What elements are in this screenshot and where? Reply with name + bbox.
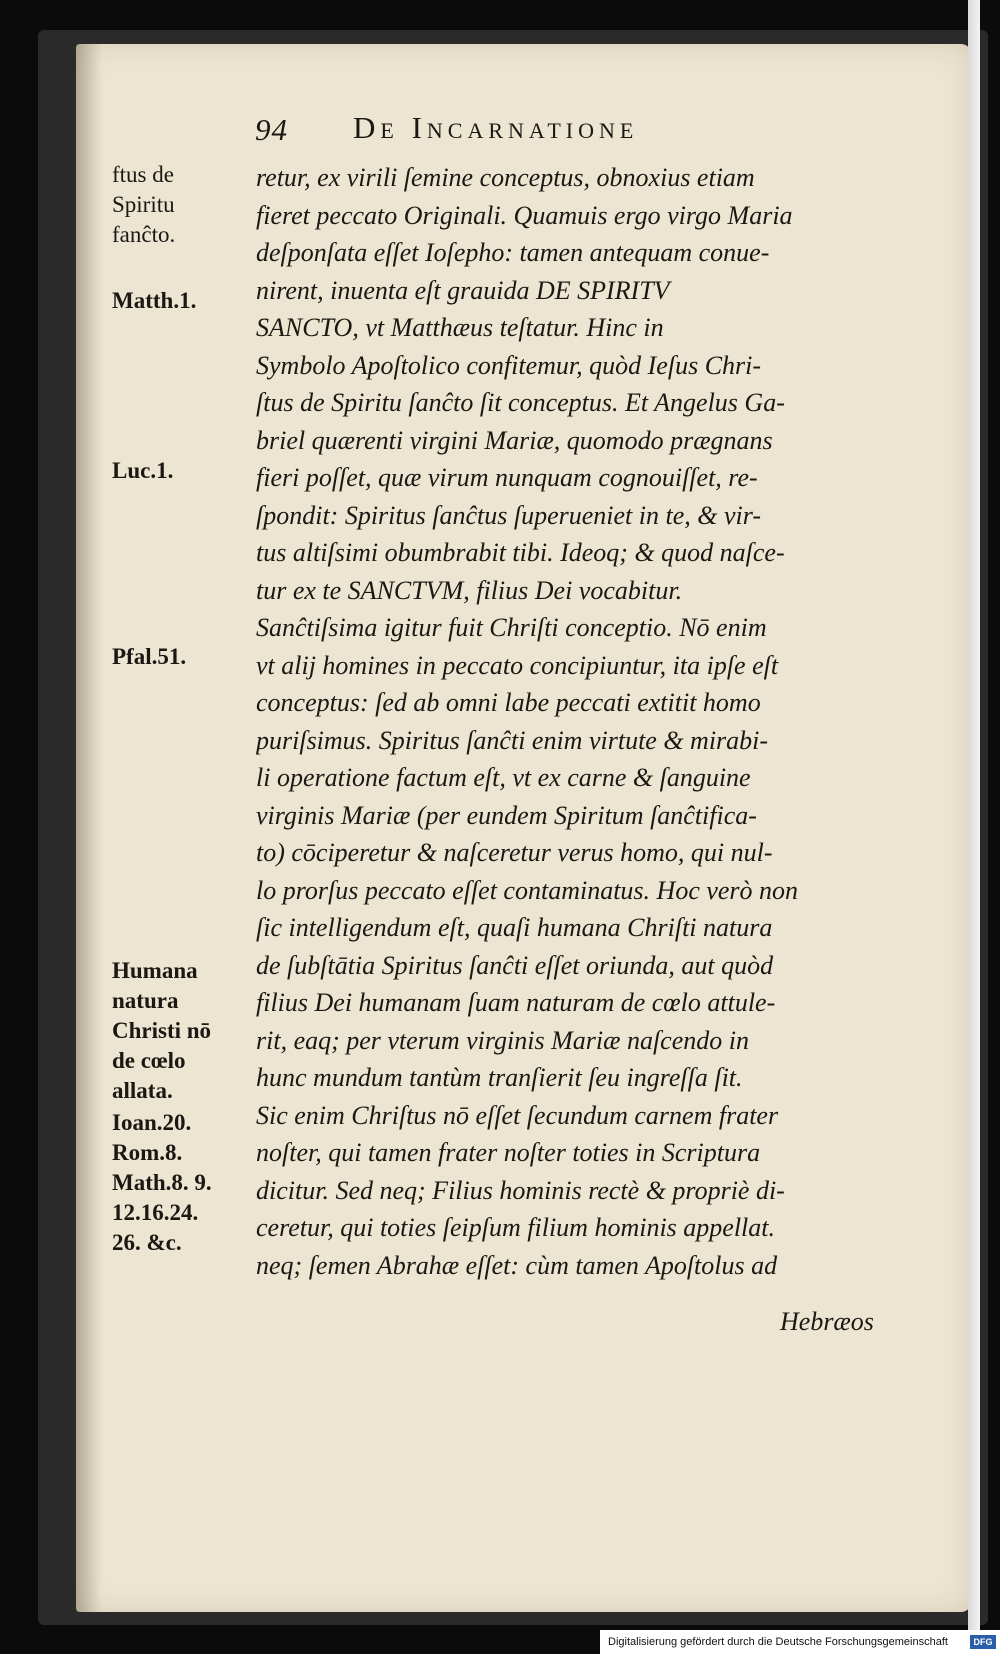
margin-note [112,956,211,1106]
page-number: 94 [255,112,288,147]
text-line: lo prorſus peccato eſſet contaminatus. Hoc verò non [256,875,799,905]
text-line: ſtus de Spiritu ſanĉto ſit conceptus. Et Angelus Ga- [256,388,785,417]
text-line: Symbolo Apoſtolico confitemur, quòd Ieſus Chri- [256,350,762,380]
dfg-logo: DFG [970,1635,996,1649]
text-line: fieret peccato Originali. Quamuis ergo virgo Maria [256,200,793,230]
text-line: hunc mundum tantùm tranſierit ſeu ingreſſa ſit. [256,1063,743,1092]
margin-note-line: 26. &c. [112,1230,182,1255]
text-line: tus altiſsimi obumbrabit tibi. Ideoq; & quod naſce- [256,538,785,567]
margin-note-line: 12.16.24. [112,1200,199,1225]
margin-note [112,286,196,316]
text-line: nirent, inuenta eſt grauida DE SPIRITV [256,275,670,305]
text-line: to) cōciperetur & naſceretur verus homo, qui nul- [256,838,773,867]
margin-note [112,456,173,486]
text-line: noſter, qui tamen frater noſter toties in Scriptura [256,1138,761,1167]
page-header [255,108,815,152]
text-line: tur ex te SANCTVM, filius Dei vocabitur. [256,575,683,605]
text-line: rit, eaq; per vterum virginis Mariæ naſcendo in [256,1025,749,1055]
running-title: De Incarnatione [353,110,639,145]
text-line: Sanĉtiſsima igitur fuit Chriſti conceptio. Nō enim [256,613,767,642]
margin-note-line: allata. [112,1078,173,1103]
footer-credit-bar [600,1630,1000,1654]
text-line: neq; ſemen Abrahæ eſſet: cùm tamen Apoſtolus ad [256,1250,778,1280]
margin-note-line: Luc.1. [112,458,174,483]
margin-note-line: Rom.8. [112,1140,183,1165]
margin-note-line: Math.8. 9. [112,1170,212,1195]
catchword: Hebræos [780,1307,874,1336]
text-line: ſpondit: Spiritus ſanĉtus ſuperueniet in te, & vir- [256,500,761,530]
margin-note-line: fanĉto. [112,222,176,247]
text-line: deſponſata eſſet Ioſepho: tamen antequam conue- [256,238,770,267]
text-line: dicitur. Sed neq; Filius hominis rectè & propriè di- [256,1175,785,1205]
margin-note-line: de cœlo [112,1048,186,1073]
text-line: Sic enim Chriſtus nō eſſet ſecundum carnem frater [256,1100,779,1130]
text-line: li operatione factum eſt, vt ex carne & ſanguine [256,763,751,792]
text-line: briel quærenti virgini Mariæ, quomodo prægnans [256,425,773,455]
page-edge [968,0,980,1654]
margin-note [112,160,175,250]
funding-credit: Digitalisierung gefördert durch die Deutsche Forschungsgemeinschaft [608,1636,948,1648]
text-line: SANCTO, vt Matthæus teſtatur. Hinc in [256,313,664,342]
text-line: de ſubſtātia Spiritus ſanĉti eſſet oriunda, aut quòd [256,950,774,980]
margin-note-line: Pfal.51. [112,644,187,669]
gutter-shadow [76,44,102,1612]
text-line: ſic intelligendum eſt, quaſi humana Chriſti natura [256,913,773,942]
text-line: puriſsimus. Spiritus ſanĉti enim virtute & mirabi- [256,725,769,755]
margin-note-line: Humana [112,958,198,983]
margin-note-line: ftus de [112,162,174,187]
margin-note-line: Matth.1. [112,288,197,313]
margin-note [112,642,186,672]
text-line: fieri poſſet, quæ virum nunquam cognouiſſet, re- [256,463,758,492]
text-line: retur, ex virili ſemine conceptus, obnoxius etiam [256,163,755,192]
text-line: conceptus: ſed ab omni labe peccati extitit homo [256,688,761,717]
text-line: vt alij homines in peccato concipiuntur, ita ipſe eſt [256,650,779,680]
margin-note-line: Ioan.20. [112,1110,192,1135]
margin-note-line: Spiritu [112,192,175,217]
text-line: virginis Mariæ (per eundem Spiritum ſanĉtifica- [256,800,757,830]
text-line: ceretur, qui toties ſeipſum filium hominis appellat. [256,1213,775,1242]
body-text [256,159,916,1284]
text-line: filius Dei humanam ſuam naturam de cœlo attule- [256,988,776,1017]
margin-note-line: natura [112,988,179,1013]
margin-note [112,1108,212,1258]
margin-note-line: Christi nō [112,1018,212,1043]
